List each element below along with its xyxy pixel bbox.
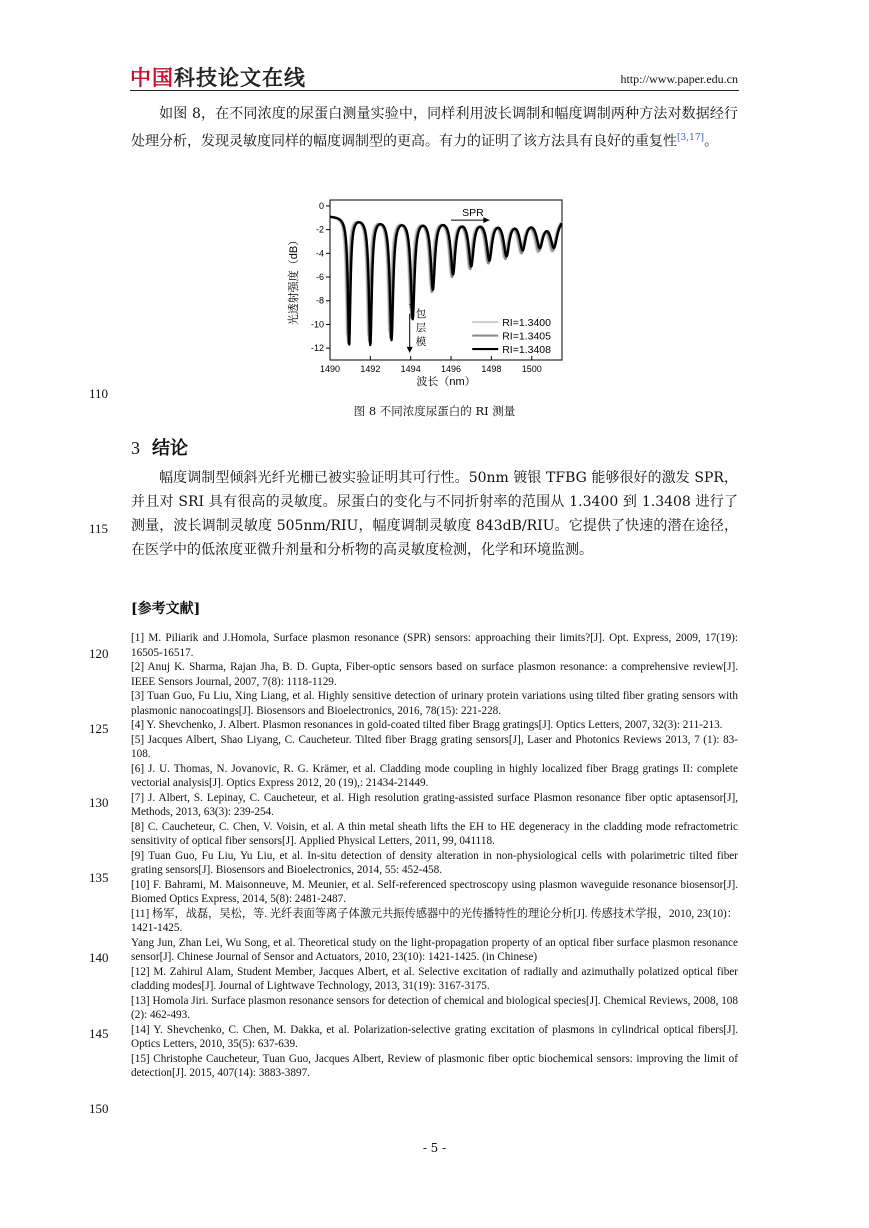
reference-item: [5] Jacques Albert, Shao Liyang, C. Caucheteur. Tilted fiber Bragg grating sensors[J], Laser and Photonics Reviews 2013, 7 (1): 83-108. [131,733,738,760]
intro-text: 如图 8，在不同浓度的尿蛋白测量实验中，同样利用波长调制和幅度调制两种方法对数据经行处理分析，发现灵敏度同样的幅度调制型的更高。有力的证明了该方法具有良好的重复性 [131,106,738,150]
y-tick-label: -4 [315,248,324,259]
cladding-label: 层 [415,322,427,335]
reference-item: [8] C. Caucheteur, C. Chen, V. Voisin, et al. A thin metal sheath lifts the EH to HE degeneracy in the cladding mode refractometric sensitivity of optical fiber sensors[J]. Applied Physical Letters, 2011, 99, 041118. [131,820,738,847]
x-tick-label: 1500 [521,364,542,374]
reference-item: [4] Y. Shevchenko, J. Albert. Plasmon resonances in gold-coated tilted fiber Bragg gratings[J]. Optics Letters, 2007, 32(3): 211-213. [131,719,723,731]
x-tick-label: 1492 [360,364,381,374]
line-number: 140 [89,950,109,965]
reference-item: [9] Tuan Guo, Fu Liu, Yu Liu, et al. In-situ detection of density alteration in non-physiological cells with polarimetric tilted fiber grating sensors[J]. Biosensors and Bioelectronics, 2014, 55: 452-458. [131,849,738,876]
reference-item: [1] M. Piliarik and J.Homola, Surface plasmon resonance (SPR) sensors: approaching their limits?[J]. Opt. Express, 2009, 17(19): 16505-16517. [131,632,738,659]
line-number: 135 [89,870,109,885]
page-number: - 5 - [422,1141,447,1155]
line-number: 120 [89,646,109,661]
reference-item: [15] Christophe Caucheteur, Tuan Guo, Jacques Albert, Review of plasmonic fiber optic biochemical sensors: improving the limit of detection[J]. 2015, 407(14): 3883-3897. [131,1052,738,1079]
reference-item: [14] Y. Shevchenko, C. Chen, M. Dakka, et al. Polarization-selective grating excitation of plasmons in cylindrical optical fibers[J]. Optics Letters, 2010, 35(5): 637-639. [131,1023,738,1050]
y-tick-label: -2 [315,224,324,235]
cladding-label: 模 [415,336,427,349]
reference-item: [7] J. Albert, S. Lepinay, C. Caucheteur, et al. High resolution grating-assisted surface Plasmon resonance fiber optic aptasensor[J], Methods, 2013, 63(3): 239-254. [131,791,738,818]
reference-item: [12] M. Zahirul Alam, Student Member, Jacques Albert, et al. Selective excitation of radially and azimuthally polatized optical fiber cladding modes[J]. Journal of Lightwave Technology, 2013, 31(19): 3167-3175. [131,965,738,992]
line-number: 115 [89,521,109,536]
journal-logo [130,62,306,92]
legend-label: RI=1.3408 [502,344,551,357]
y-axis-label: 光透射强度（dB） [288,234,300,326]
intro-end: 。 [704,133,719,150]
line-number: 150 [89,1101,109,1116]
line-number: 110 [89,386,109,401]
line-number: 145 [89,1026,109,1041]
x-tick-label: 1498 [481,364,502,374]
y-tick-label: -6 [315,272,324,283]
header-divider [130,90,739,91]
reference-item: [13] Homola Jiri. Surface plasmon resonance sensors for detection of chemical and biological species[J]. Chemical Reviews, 2008, 108 (2): 462-493. [131,994,738,1021]
cladding-arrowhead [407,347,413,353]
star-marker: * [408,298,415,315]
ri-measurement-chart [280,190,580,390]
section-title: 结论 [152,438,188,459]
reference-item: [10] F. Bahrami, M. Maisonneuve, M. Meunier, et al. Self-referenced spectroscopy using plasmon waveguide resonance biosensor[J]. Biomed Optics Express, 2014, 5(8): 2481-2487. [131,878,738,905]
reference-item: [3] Tuan Guo, Fu Liu, Xing Liang, et al. Highly sensitive detection of urinary protein variations using tilted fiber grating sensors with plasmonic nanocoatings[J]. Biosensors and Bioelectronics, 2016, 78(15): 221-228. [131,690,738,717]
logo-dark-text: 科技论文在线 [174,66,306,90]
legend-label: RI=1.3405 [502,330,551,343]
reference-item: Yang Jun, Zhan Lei, Wu Song, et al. Theoretical study on the light-propagation property of an optical fiber surface plasmon resonance sensor[J]. Chinese Journal of Sensor and Actuators, 2010, 23(10): 1421-1425. (in Chinese) [131,936,738,963]
conclusion-text: 幅度调制型倾斜光纤光栅已被实验证明其可行性。50nm 镀银 TFBG 能够很好的激发 SPR，并且对 SRI 具有很高的灵敏度。尿蛋白的变化与不同折射率的范围从 1.3400 到 1.3408 进行了测量，波长调制灵敏度 505nm/RIU，幅度调制灵敏度 843dB/RIU。它提供了快速的潜在途径，在医学中的低浓度亚微升剂量和分析物的高灵敏度检测，化学和环境监测。 [131,470,738,558]
conclusion-paragraph [131,466,738,562]
line-number: 125 [89,721,109,736]
citation-link[interactable]: [3,17] [677,133,705,143]
cladding-label: 包 [415,308,427,321]
reference-item: [11] 杨军，战磊，吴松，等. 光纤表面等离子体激元共振传感器中的光传播特性的理论分析[J]. 传感技术学报，2010, 23(10)：1421-1425. [131,907,738,934]
references-heading: [参考文献] [131,601,201,617]
section-heading [131,434,188,460]
spr-label: SPR [462,207,484,220]
x-axis-label: 波长（nm） [416,376,476,388]
x-tick-label: 1496 [441,364,462,374]
header-url[interactable]: http://www.paper.edu.cn [620,72,738,86]
line-number: 130 [89,795,109,810]
reference-item: [2] Anuj K. Sharma, Rajan Jha, B. D. Gupta, Fiber-optic sensors based on surface plasmon resonance: a comprehensive review[J]. IEEE Sensors Journal, 2007, 7(8): 1118-1129. [131,661,738,688]
spr-arrowhead [483,217,489,223]
legend-label: RI=1.3400 [502,317,551,330]
reference-list [131,631,738,1081]
y-tick-label: -12 [310,343,324,354]
figure-caption: 图 8 不同浓度尿蛋白的 RI 测量 [353,404,516,418]
x-tick-label: 1490 [319,364,341,374]
reference-item: [6] J. U. Thomas, N. Jovanovic, R. G. Krämer, et al. Cladding mode coupling in highly localized fiber Bragg gratings II: complete vectorial analysis[J]. Optics Express 2012, 20 (19),: 21434-21449. [131,762,738,789]
intro-paragraph [131,102,738,154]
y-tick-label: -10 [310,319,324,330]
logo-red-text: 中国 [130,66,174,90]
y-tick-label: 0 [318,200,324,211]
x-tick-label: 1494 [400,364,421,374]
section-number: 3 [131,438,140,458]
y-tick-label: -8 [315,295,324,306]
